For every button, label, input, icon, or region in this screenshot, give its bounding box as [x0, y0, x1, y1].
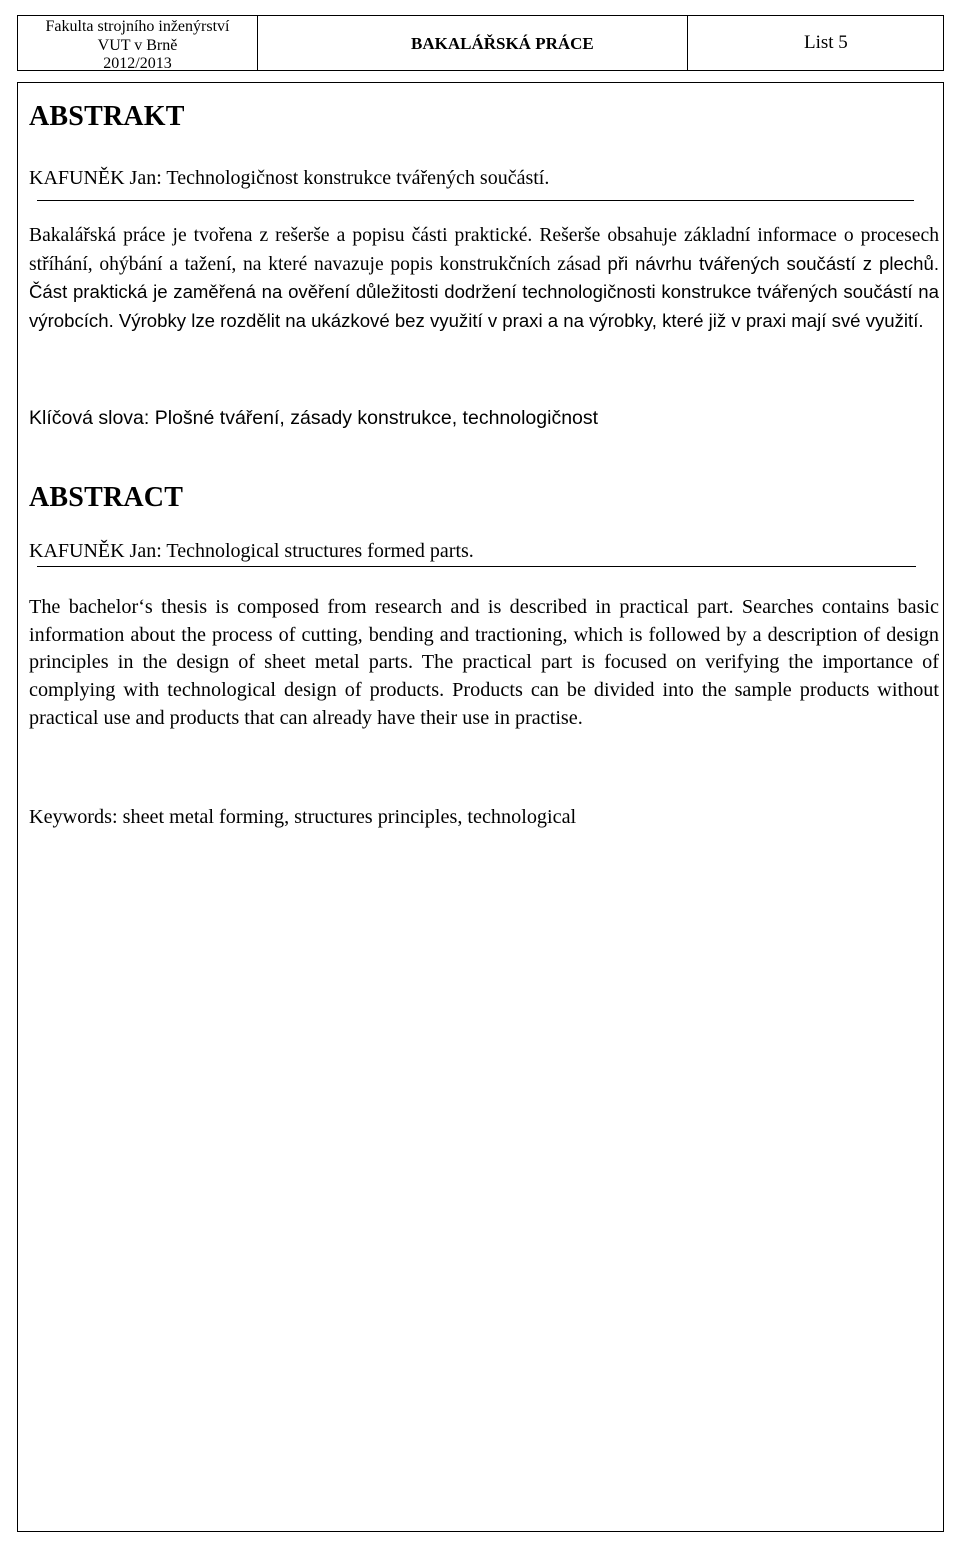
abstract-en-keywords: Keywords: sheet metal forming, structures principles, technological — [29, 806, 577, 828]
page-number-label: List 5 — [804, 32, 848, 53]
document-type — [258, 16, 688, 70]
page-header — [17, 15, 944, 71]
citation-underline-en — [37, 566, 916, 567]
university-name: VUT v Brně — [97, 36, 178, 54]
faculty-block — [18, 16, 258, 70]
abstract-en-citation: KAFUNĚK Jan: Technological structures formed parts. — [29, 540, 474, 562]
page-number — [688, 16, 943, 70]
academic-year: 2012/2013 — [103, 55, 172, 72]
abstract-cz-body-sans: při návrhu tvářených součástí z plechů. Část praktická je zaměřená na ověření důležitosti dodržení technologičnosti konstrukce tvářených součástí na výrobcích. Výrobky lze rozdělit na ukázkové bez využití v praxi a na výrobky, které již v praxi mají své využití. — [29, 252, 939, 331]
abstract-cz-citation: KAFUNĚK Jan: Technologičnost konstrukce tvářených součástí. — [29, 167, 550, 189]
faculty-name: Fakulta strojního inženýrství — [45, 18, 230, 35]
abstract-cz-body — [29, 222, 939, 335]
abstract-en-body: The bachelor‘s thesis is composed from research and is described in practical part. Searches contains basic information about the process of cutting, bending and tractioning, which is followed by a description of design principles in the design of sheet metal parts. The practical part is focused on verifying the importance of complying with technological design of products. Products can be divided into the sample products without practical use and products that can already have their use in practise. — [29, 596, 939, 729]
abstract-en-heading: ABSTRACT — [29, 482, 184, 513]
abstract-cz-body-serif: Bakalářská práce je tvořena z rešerše a popisu části praktické. Rešerše obsahuje základní informace o procesech stříhání, ohýbání a tažení, na které navazuje popis konstrukčních zásad — [29, 225, 939, 275]
citation-underline — [37, 200, 914, 201]
abstract-cz-heading: ABSTRAKT — [29, 101, 185, 132]
abstract-cz-keywords — [29, 407, 598, 430]
keywords-value: Plošné tváření, zásady konstrukce, technologičnost — [149, 407, 599, 429]
document-type-label: BAKALÁŘSKÁ PRÁCE — [411, 34, 594, 53]
keywords-label: Klíčová slova: — [29, 407, 150, 429]
